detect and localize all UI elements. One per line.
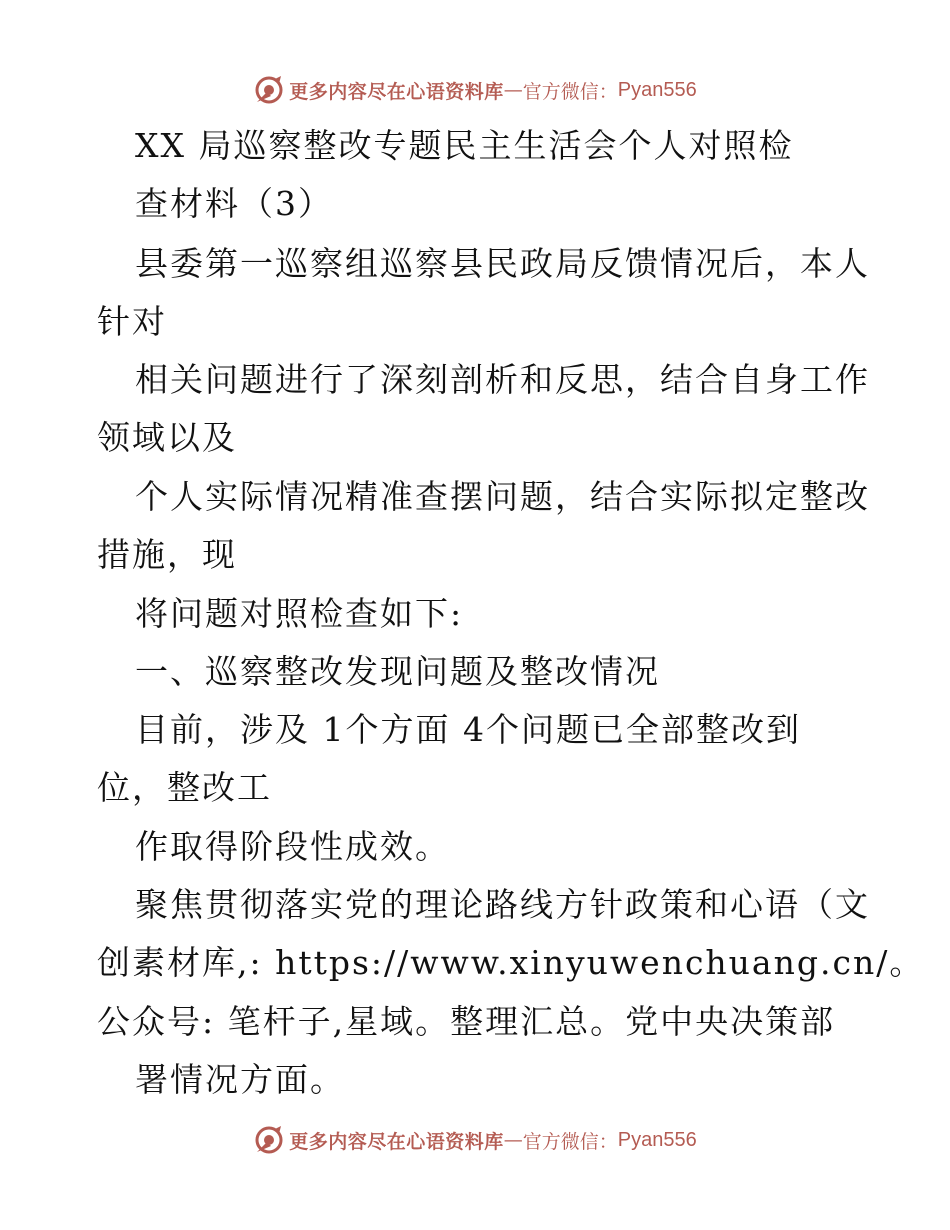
pen-logo-icon [253, 74, 285, 106]
pen-logo-icon [253, 1124, 285, 1156]
watermark-banner-bottom [0, 1120, 950, 1160]
watermark-wechat-label: 官方微信： [522, 1130, 618, 1153]
doc-line-14: 聚焦贯彻落实党的理论路线方针政策和心语（文 [135, 885, 870, 924]
doc-line-16: 公众号: 笔杆子,星域。整理汇总。党中央决策部 [97, 1002, 836, 1041]
doc-line-9: 将问题对照检查如下: [135, 594, 464, 633]
doc-line-15: 创素材库,: https://www.xinyuwenchuang.cn/。 [97, 943, 925, 982]
doc-line-7: 个人实际情况精准查摆问题，结合实际拟定整改 [135, 477, 870, 516]
watermark-banner-top [0, 70, 950, 110]
watermark-dash: — [503, 1129, 523, 1151]
doc-line-17: 署情况方面。 [135, 1060, 345, 1099]
watermark-dash: — [503, 79, 523, 101]
doc-line-8: 措施，现 [97, 535, 237, 574]
doc-line-5: 相关问题进行了深刻剖析和反思，结合自身工作 [135, 360, 870, 399]
doc-line-2: 查材料（3） [135, 184, 333, 223]
doc-line-4: 针对 [97, 302, 167, 341]
watermark-wechat-id: Pyan556 [617, 1128, 697, 1151]
watermark-wechat-id: Pyan556 [617, 78, 697, 101]
doc-line-6: 领域以及 [97, 418, 237, 457]
doc-line-12: 位，整改工 [97, 768, 272, 807]
doc-line-3: 县委第一巡察组巡察县民政局反馈情况后，本人 [135, 244, 870, 283]
watermark-text: 更多内容尽在心语资料库 [289, 80, 504, 103]
watermark-wechat-label: 官方微信： [522, 80, 618, 103]
doc-line-11: 目前，涉及 1个方面 4个问题已全部整改到 [135, 710, 801, 749]
doc-line-13: 作取得阶段性成效。 [135, 827, 450, 866]
watermark-text: 更多内容尽在心语资料库 [289, 1130, 504, 1153]
doc-line-10: 一、巡察整改发现问题及整改情况 [135, 652, 660, 691]
doc-line-1: XX 局巡察整改专题民主生活会个人对照检 [135, 126, 794, 165]
